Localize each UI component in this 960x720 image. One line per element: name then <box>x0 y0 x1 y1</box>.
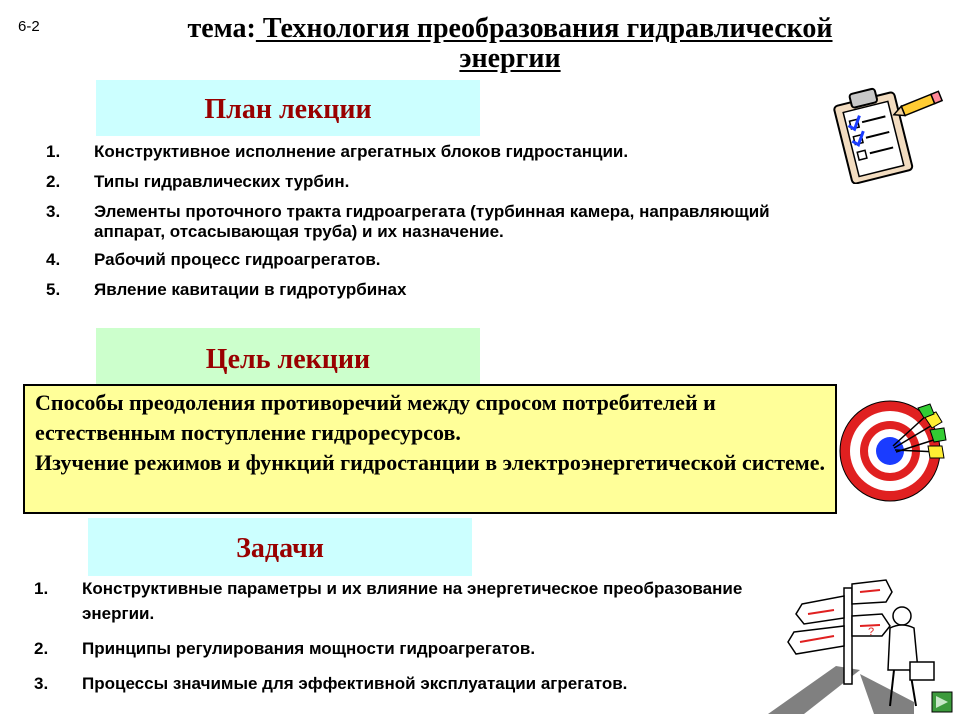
item-number: 3. <box>46 202 61 221</box>
list-item <box>46 250 806 270</box>
list-item <box>34 636 794 661</box>
item-text: Конструктивные параметры и их влияние на энергетическое преобразование энергии. <box>82 579 743 623</box>
item-number: 3. <box>34 674 49 693</box>
list-item <box>46 172 806 192</box>
title-line1: Технология преобразования гидравлической <box>255 13 833 44</box>
item-text: Типы гидравлических турбин. <box>94 172 350 191</box>
slide-title <box>100 14 920 74</box>
list-item <box>34 576 794 626</box>
goal-text-1: Способы преодоления противоречий между спросом потребителей и естественным поступление гидроресурсов. <box>35 390 716 445</box>
goal-text-box <box>23 384 837 514</box>
slide-number: 6-2 <box>18 18 40 35</box>
signpost-icon <box>764 574 954 716</box>
list-item <box>46 280 806 300</box>
clipboard-icon <box>828 82 946 184</box>
title-prefix: тема: <box>187 13 256 44</box>
plan-list <box>46 142 806 310</box>
item-number: 1. <box>46 142 61 161</box>
list-item <box>46 202 806 242</box>
item-text: Конструктивное исполнение агрегатных блоков гидростанции. <box>94 142 629 161</box>
goal-heading: Цель лекции <box>96 328 480 384</box>
item-number: 1. <box>34 579 49 598</box>
item-number: 2. <box>46 172 61 191</box>
item-text: Явление кавитации в гидротурбинах <box>94 280 407 299</box>
item-text: Процессы значимые для эффективной эксплуатации агрегатов. <box>82 674 628 693</box>
item-number: 2. <box>34 639 49 658</box>
tasks-heading: Задачи <box>88 518 472 576</box>
item-text: Элементы проточного тракта гидроагрегата (турбинная камера, направляющий аппарат, отсасывающая труба) и их назначение. <box>94 202 770 241</box>
list-item <box>34 671 794 696</box>
item-number: 5. <box>46 280 61 299</box>
item-text: Принципы регулирования мощности гидроагрегатов. <box>82 639 536 658</box>
svg-text:?: ? <box>868 626 875 638</box>
title-line2: энергии <box>459 43 561 74</box>
item-number: 4. <box>46 250 61 269</box>
item-text: Рабочий процесс гидроагрегатов. <box>94 250 381 269</box>
tasks-list <box>34 576 794 706</box>
list-item <box>46 142 806 162</box>
goal-text-2: Изучение режимов и функций гидростанции в электроэнергетической системе. <box>35 450 826 475</box>
target-icon <box>838 398 952 504</box>
plan-heading: План лекции <box>96 80 480 136</box>
